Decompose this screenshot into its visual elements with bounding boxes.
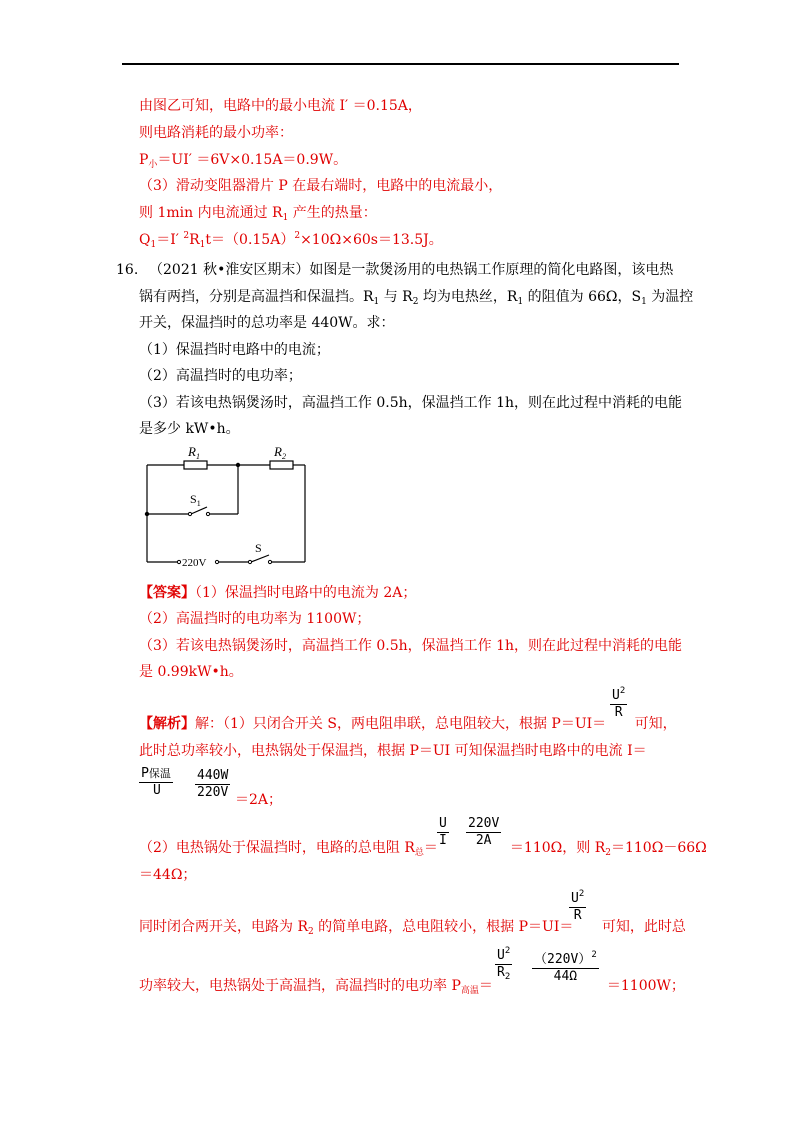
- question-line-6: （3）若该电热锅煲汤时，高温挡工作 0.5h，保温挡工作 1h，则在此过程中消耗的电能: [139, 395, 683, 411]
- analysis-line-4: （2）电热锅处于保温挡时，电路的总电阻 $R_总= =110\Omega$，则 $R_2=110\Omega-66\Omega$: [139, 840, 707, 858]
- analysis-tag: 【解析】: [139, 716, 195, 732]
- formula-p-over-u: P保温 U: [141, 766, 171, 798]
- analysis-line-5: ＝44Ω；: [139, 867, 197, 883]
- prev-solution-line-6: $Q_1=I'$ $^2R_1t=(0.15A)^2\times 10\Omega\times 60s=13.5J$。: [139, 231, 443, 250]
- analysis-line-7: 功率较大，电热锅处于高温挡，高温挡时的电功率 $P_{高温}= =1100W$；: [139, 978, 685, 996]
- label-r2: $R_2$: [274, 444, 286, 461]
- analysis-line-2: 此时总功率较小，电热锅处于保温挡，根据 P＝UI 可知保温挡时电路中的电流 I＝: [139, 743, 647, 759]
- question-line-7: 是多少 kW•h。: [139, 421, 240, 437]
- prev-solution-line-5: 则 1min 内电流通过 $R_1$ 产生的热量：: [139, 205, 377, 223]
- answer-line-4: 是 0.99kW•h。: [139, 664, 243, 680]
- prev-solution-line-2: 则电路消耗的最小功率：: [139, 125, 293, 141]
- circuit-diagram: [139, 438, 319, 576]
- resistor-r2: [270, 461, 293, 469]
- label-source: 220V: [182, 557, 207, 569]
- formula-220v-squared-over-44: $\frac{(220V)^2}{44\Omega}$: [534, 950, 597, 984]
- prev-solution-line-3: $P_小=UI' =6V\times 0.15A=0.9W$。: [139, 152, 348, 170]
- formula-u2-over-r-1: $\frac{U^2}{R}$: [612, 686, 626, 720]
- label-s: S: [255, 541, 262, 555]
- label-r1: $R_1$: [188, 444, 200, 461]
- label-s1: $S_1$: [190, 492, 201, 508]
- header-rule: [122, 63, 679, 65]
- junction-dot-left: [145, 512, 149, 516]
- answer-line-2: （2）高温挡时的电功率为 1100W；: [139, 611, 371, 627]
- analysis-line-1: 【解析】解：（1）只闭合开关 S，两电阻串联，总电阻较大，根据 P＝UI＝ 可知，: [139, 716, 677, 732]
- junction-dot-top: [236, 463, 240, 467]
- prev-solution-line-4: （3）滑动变阻器滑片 P 在最右端时，电路中的电流最小，: [139, 178, 503, 194]
- question-line-1: 16. （2021 秋•淮安区期末）如图是一款煲汤用的电热锅工作原理的简化电路图，该电热: [116, 262, 674, 278]
- question-line-2: 锅有两挡，分别是高温挡和保温挡。$R_1$ 与 $R_2$ 均为电热丝，$R_1$ 的阻值为 66Ω，$S_1$ 为温控: [139, 289, 694, 307]
- prev-solution-line-1: 由图乙可知，电路中的最小电流 I′ ＝0.15A，: [139, 98, 422, 114]
- question-line-3: 开关，保温挡时的总功率是 440W。求：: [139, 315, 395, 331]
- answer-line-3: （3）若该电热锅煲汤时，高温挡工作 0.5h，保温挡工作 1h，则在此过程中消耗的电能: [139, 638, 683, 654]
- formula-u2-over-r2: $\frac{U^2}{R_2}$: [497, 946, 511, 982]
- formula-u2-over-r-2: $\frac{U^2}{R}$: [571, 889, 585, 923]
- analysis-line-3-result: ＝2A；: [235, 792, 283, 808]
- formula-u-over-i: $\frac{U}{I}$: [439, 816, 447, 848]
- formula-220v-over-2a: $\frac{220V}{2A}$: [468, 816, 500, 848]
- answer-tag: 【答案】: [139, 585, 195, 601]
- analysis-line-6: 同时闭合两开关，电路为 $R_2$ 的简单电路，总电阻较小，根据 P＝UI＝ 可知，此时总: [139, 919, 686, 937]
- question-line-4: （1）保温挡时电路中的电流；: [139, 342, 330, 358]
- formula-440w-over-220v: $\frac{440W}{220V}$: [197, 768, 229, 800]
- question-number: 16.: [116, 262, 139, 278]
- question-line-5: （2）高温挡时的电功率；: [139, 368, 302, 384]
- answer-line-1: 【答案】（1）保温挡时电路中的电流为 2A；: [139, 585, 417, 601]
- resistor-r1: [184, 461, 207, 469]
